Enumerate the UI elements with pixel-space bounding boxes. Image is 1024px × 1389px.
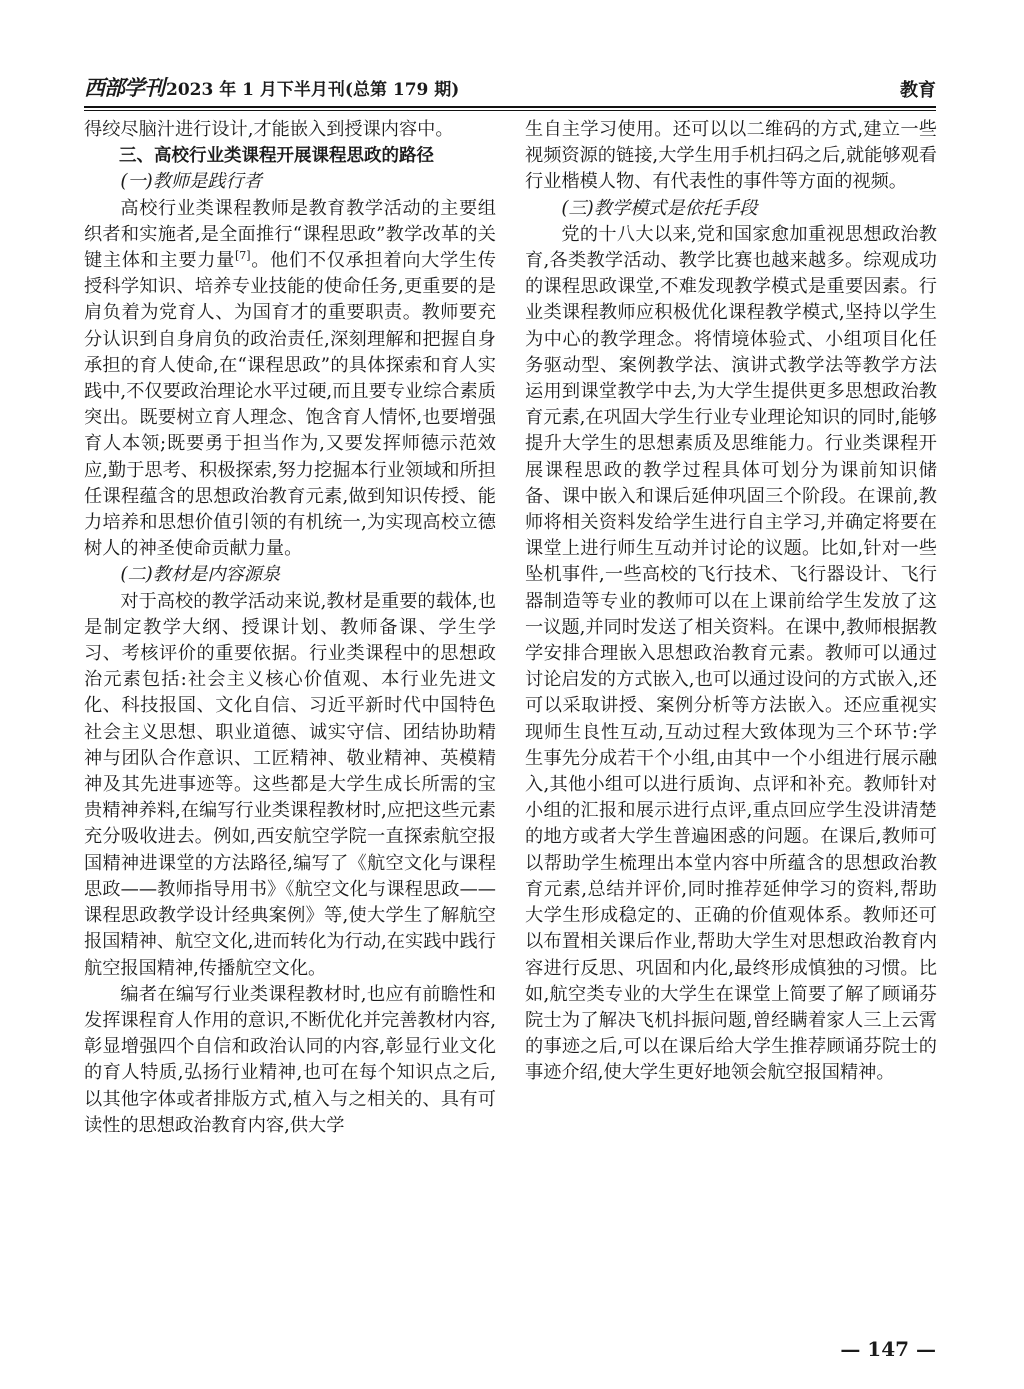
right-column: [525, 117, 937, 1087]
paragraph-text: 。他们不仅承担着向大学生传授科学知识、培养专业技能的使命任务,更重要的是肩负着为党育人、为国育才的重要职责。教师要充分认识到自身肩负的政治责任,深刻理解和把握自身承担的育人使命,在“课程思政”的具体探索和育人实践中,不仅要政治理论水平过硬,而且要专业综合素质突出。既要树立育人理念、饱含育人情怀,也要增强育人本领;既要勇于担当作为,又要发挥师德示范效应,勤于思考、积极探索,努力挖掘本行业领域和所担任课程蕴含的思想政治教育元素,做到知识传授、能力培养和思想价值引领的有机统一,为实现高校立德树人的神圣使命贡献力量。: [84, 250, 496, 560]
paragraph-textbooks: 对于高校的教学活动来说,教材是重要的载体,也是制定教学大纲、授课计划、教师备课、学生学习、考核评价的重要依据。行业类课程中的思想政治元素包括:社会主义核心价值观、本行业先进文化、科技报国、文化自信、习近平新时代中国特色社会主义思想、职业道德、诚实守信、团结协助精神与团队合作意识、工匠精神、敬业精神、英模精神及其先进事迹等。这些都是大学生成长所需的宝贵精神养料,在编写行业类课程教材时,应把这些元素充分吸收进去。例如,西安航空学院一直探索航空报国精神进课堂的方法路径,编写了《航空文化与课程思政——教师指导用书》《航空文化与课程思政——课程思政教学设计经典案例》等,使大学生了解航空报国精神、航空文化,进而转化为行动,在实践中践行航空报国精神,传播航空文化。: [84, 590, 496, 979]
subheading-textbooks: (二)教材是内容源泉: [120, 564, 281, 586]
paragraph-text: 高校行业类课程教师是教育教学活动的主要组织者和实施者,是全面推行“课程思政”教学改革的关键主体和主要力量: [84, 197, 496, 272]
paragraph-teaching-mode: 党的十八大以来,党和国家愈加重视思想政治教育,各类教学活动、教学比赛也越来越多。综观成功的课程思政课堂,不难发现教学模式是重要因素。行业类课程教师应积极优化课程教学模式,坚持以学生为中心的教学理念。将情境体验式、小组项目化任务驱动型、案例教学法、演讲式教学法等教学方法运用到课堂教学中去,为大学生提供更多思想政治教育元素,在巩固大学生行业专业理论知识的同时,能够提升大学生的思想素质及思维能力。行业类课程开展课程思政的教学过程具体可划分为课前知识储备、课中嵌入和课后延伸巩固三个阶段。在课前,教师将相关资料发给学生进行自主学习,并确定将要在课堂上进行师生互动并讨论的议题。比如,针对一些坠机事件,一些高校的飞行技术、飞行器设计、飞行器制造等专业的教师可以在上课前给学生发放了这一议题,并同时发送了相关资料。在课中,教师根据教学安排合理嵌入思想政治教育元素。教师可以通过讨论启发的方式嵌入,也可以通过设问的方式嵌入,还可以采取讲授、案例分析等方法嵌入。还应重视实现师生良性互动,互动过程大致体现为三个环节:学生事先分成若干个小组,由其中一个小组进行展示融入,其他小组可以进行质询、点评和补充。教师针对小组的汇报和展示进行点评,重点回应学生没讲清楚的地方或者大学生普遍困惑的问题。在课后,教师可以帮助学生梳理出本堂内容中所蕴含的思想政治教育元素,总结并评价,同时推荐延伸学习的资料,帮助大学生形成稳定的、正确的价值观体系。教师还可以布置相关课后作业,帮助大学生对思想政治教育内容进行反思、巩固和内化,最终形成慎独的习惯。比如,航空类专业的大学生在课堂上简要了解了顾诵芬院士为了解决飞机抖振问题,曾经瞒着家人三上云霄的事迹之后,可以在课后给大学生推荐顾诵芬院士的事迹介绍,使大学生更好地领会航空报国精神。: [525, 223, 937, 1084]
issue-info: 2023 年 1 月下半月刊(总第 179 期): [166, 80, 460, 100]
journal-logo: 西部学刊: [84, 75, 164, 100]
continued-paragraph: 生自主学习使用。还可以以二维码的方式,建立一些视频资源的链接,大学生用手机扫码之后,就能够观看行业楷模人物、有代表性的事件等方面的视频。: [525, 119, 937, 193]
journal-masthead: [84, 72, 459, 102]
paragraph-editors: 编者在编写行业类课程教材时,也应有前瞻性和发挥课程育人作用的意识,不断优化并完善教材内容,彰显增强四个自信和政治认同的内容,彰显行业文化的育人特质,弘扬行业精神,也可在每个知识点之后,以其他字体或者排版方式,植入与之相关的、具有可读性的思想政治教育内容,供大学: [84, 983, 496, 1136]
page-header: [84, 72, 936, 102]
continued-paragraph: 得绞尽脑汁进行设计,才能嵌入到授课内容中。: [84, 119, 454, 140]
paragraph-teachers: [84, 196, 496, 563]
citation-ref: [7]: [235, 248, 251, 262]
section-label: 教育: [900, 80, 936, 101]
left-column: [84, 117, 496, 1139]
header-rule: [84, 106, 936, 111]
page-number: — 147 —: [840, 1337, 936, 1361]
subheading-teachers: (一)教师是践行者: [120, 171, 262, 193]
section-heading: 三、高校行业类课程开展课程思政的路径: [119, 146, 434, 167]
subheading-teaching-mode: (三)教学模式是依托手段: [561, 197, 758, 219]
